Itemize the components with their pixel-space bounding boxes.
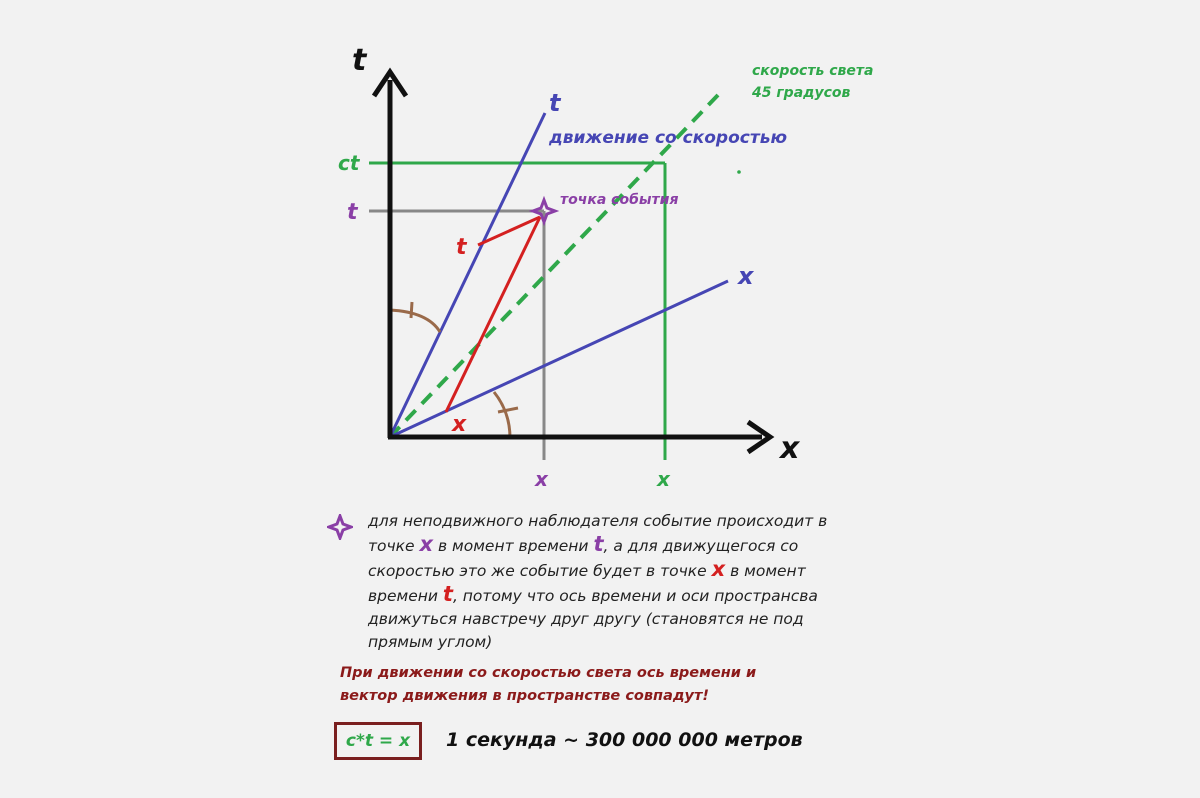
note-t2: t [442, 582, 453, 606]
note-part-5: , потому что ось времени и оси пространсва движуться навстречу друг другу (становятся не под прямым углом) [368, 587, 818, 651]
event-point-legend-icon [327, 514, 353, 540]
note-part-2: в момент времени [438, 537, 589, 555]
event-label: точка события [560, 192, 679, 208]
lower-angle-tick [498, 408, 518, 412]
red-t-label: t [456, 235, 467, 260]
light-label-line1: скорость света [752, 63, 874, 79]
note-part-1: для неподвижного наблюдателя событие происходит в точке [368, 512, 828, 555]
formula-text: c*t = x [345, 731, 411, 751]
explanation-text [368, 510, 868, 654]
moving-speed-label: движение со скоростью [549, 128, 787, 148]
note-part-3: , а для движущегося со скоростью это же событие будет в точке [368, 537, 799, 580]
speed-of-light-text: 1 секунда ~ 300 000 000 метров [446, 729, 803, 751]
note-part-4: в момент времени [368, 562, 806, 605]
red-x-label: x [452, 412, 467, 437]
t-label: t [347, 200, 358, 225]
light-x-label: x [657, 467, 670, 491]
formula-box [334, 722, 422, 760]
event-x-label: x [535, 467, 548, 491]
axis-t-label: t [352, 43, 367, 78]
conclusion-text [340, 662, 810, 708]
upper-angle-arc [390, 310, 440, 332]
note-t1: t [593, 532, 604, 556]
note-x2: x [711, 557, 726, 581]
conclusion-line-2: вектор движения в пространстве совпадут! [340, 688, 710, 704]
moving-space-axis [390, 281, 728, 437]
ct-label: ct [338, 151, 360, 175]
light-label-line2: 45 градусов [752, 85, 851, 101]
note-x1: x [419, 532, 434, 556]
axis-x-label: x [780, 431, 800, 466]
conclusion-line-1: При движении со скоростью света ось времени и [340, 665, 757, 681]
small-green-dot [737, 170, 741, 174]
lower-angle-arc [494, 392, 510, 438]
upper-angle-tick [411, 302, 412, 318]
moving-x-label: x [738, 262, 754, 290]
moving-t-label: t [549, 89, 561, 117]
